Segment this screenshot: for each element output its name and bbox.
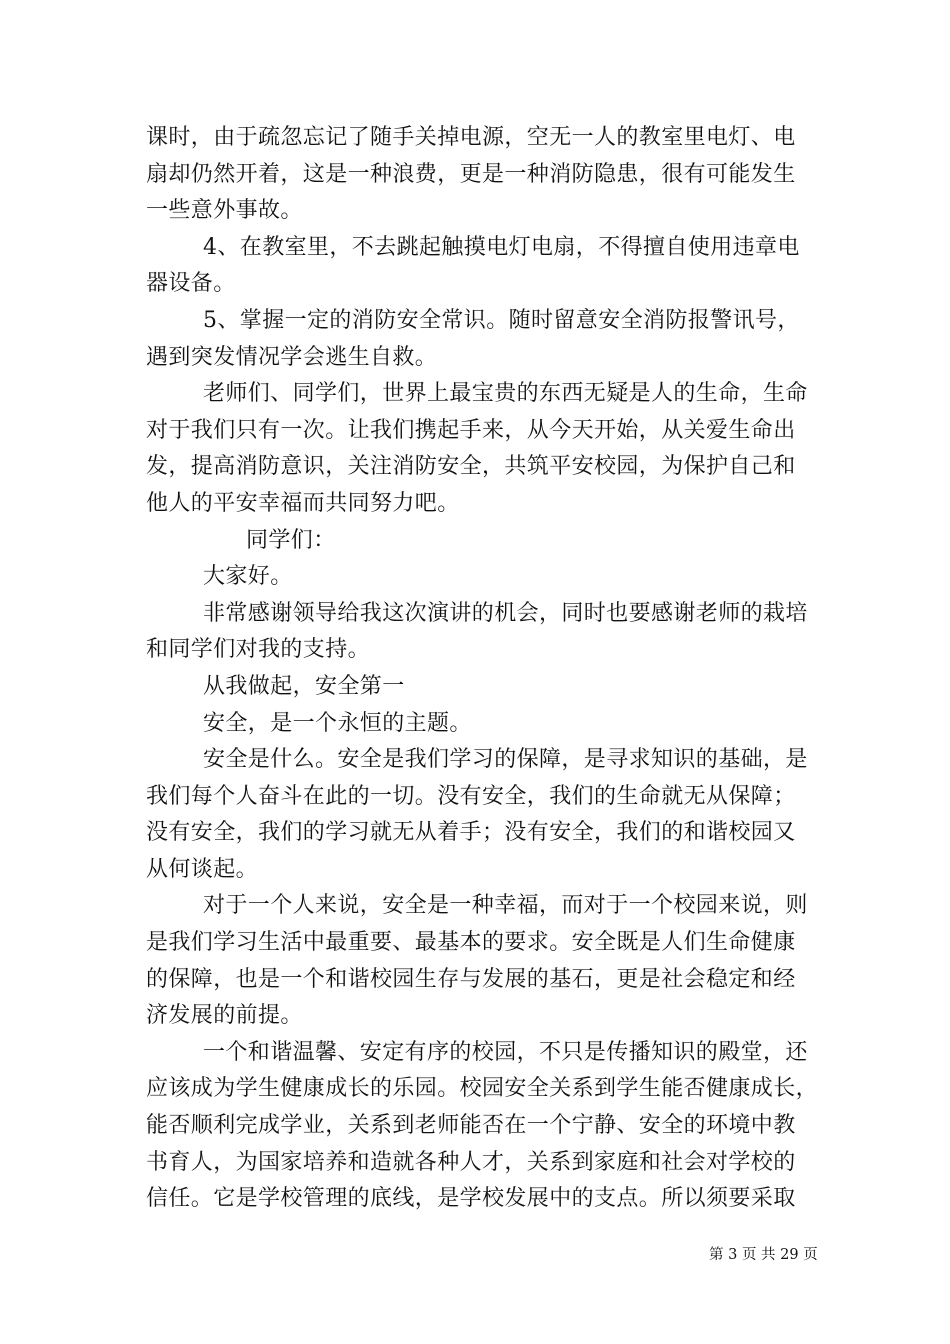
text-line: 老师们、同学们，世界上最宝贵的东西无疑是人的生命，生命: [203, 381, 808, 407]
text-line: 对于我们只有一次。让我们携起手来，从今天开始，从关爱生命出: [146, 417, 796, 443]
text-line: 书育人，为国家培养和造就各种人才，关系到家庭和社会对学校的: [146, 1149, 796, 1175]
text-line: 安全，是一个永恒的主题。: [203, 710, 472, 736]
text-line: 发，提高消防意识，关注消防安全，共筑平安校园，为保护自己和: [146, 454, 796, 480]
text-line: 我们每个人奋斗在此的一切。没有安全，我们的生命就无从保障；: [146, 783, 796, 809]
text-line: 一个和谐温馨、安定有序的校园，不只是传播知识的殿堂，还: [203, 1039, 808, 1065]
text-line: 遇到突发情况学会逃生自救。: [146, 344, 438, 370]
text-line: 从我做起，安全第一: [203, 673, 405, 699]
text-line: 他人的平安幸福而共同努力吧。: [146, 490, 460, 516]
text-line: 应该成为学生健康成长的乐园。校园安全关系到学生能否健康成长，: [146, 1076, 819, 1102]
text-line: 信任。它是学校管理的底线，是学校发展中的支点。所以须要采取: [146, 1186, 796, 1212]
text-line: 能否顺利完成学业，关系到老师能否在一个宁静、安全的环境中教: [146, 1113, 796, 1139]
text-line: 的保障，也是一个和谐校园生存与发展的基石，更是社会稳定和经: [146, 966, 796, 992]
text-line: 安全是什么。安全是我们学习的保障，是寻求知识的基础，是: [203, 747, 808, 773]
text-line: 同学们：: [246, 527, 336, 553]
text-line: 一些意外事故。: [146, 198, 303, 224]
text-line: 济发展的前提。: [146, 1003, 303, 1029]
text-line: 课时，由于疏忽忘记了随手关掉电源，空无一人的教室里电灯、电: [146, 125, 796, 150]
text-line: 4、在教室里，不去跳起触摸电灯电扇，不得擅自使用违章电: [203, 234, 800, 260]
text-line: 5、掌握一定的消防安全常识。随时留意安全消防报警讯号，: [203, 307, 800, 333]
text-line: 没有安全，我们的学习就无从着手；没有安全，我们的和谐校园又: [146, 820, 796, 846]
text-line: 对于一个人来说，安全是一种幸福，而对于一个校园来说，则: [203, 893, 808, 919]
text-line: 是我们学习生活中最重要、最基本的要求。安全既是人们生命健康: [146, 930, 796, 956]
text-line: 扇却仍然开着，这是一种浪费，更是一种消防隐患，很有可能发生: [146, 161, 796, 187]
text-line: 和同学们对我的支持。: [146, 637, 371, 663]
text-line: 器设备。: [146, 271, 236, 297]
text-line: 从何谈起。: [146, 856, 259, 882]
text-line: 非常感谢领导给我这次演讲的机会，同时也要感谢老师的栽培: [203, 600, 808, 626]
page-number-footer: 第 3 页 共 29 页: [709, 1247, 818, 1263]
text-line: 大家好。: [203, 564, 293, 590]
body-text: [146, 120, 819, 1218]
